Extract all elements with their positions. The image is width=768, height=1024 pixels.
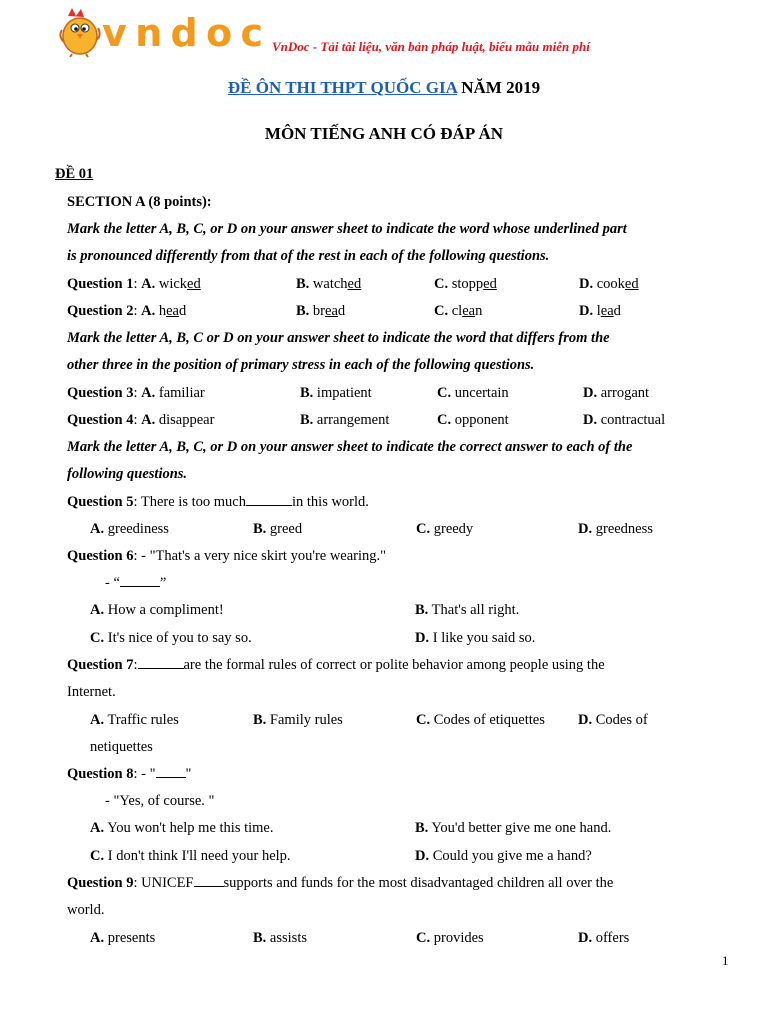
question-8-option-b[interactable]: B. You'd better give me one hand.: [415, 820, 612, 836]
question-9-stem: Question 9: UNICEF supports and funds for the most disadvantaged children all over the: [67, 875, 614, 891]
chick-mascot-icon: [60, 8, 99, 57]
question-6-reply: - “ ”: [105, 575, 167, 591]
question-5-option-d[interactable]: D. greedness: [578, 521, 653, 537]
question-4-option-d[interactable]: D. contractual: [583, 412, 666, 428]
site-tagline[interactable]: VnDoc - Tải tài liệu, văn bản pháp luật, biểu mẫu miễn phí: [272, 39, 590, 54]
question-7-stem-cont: Internet.: [67, 684, 116, 700]
question-7-option-d-cont: netiquettes: [90, 739, 153, 755]
question-9-option-a[interactable]: A. presents: [90, 930, 156, 946]
instruction-pronunciation-1: Mark the letter A, B, C, or D on your answer sheet to indicate the word whose underlined part: [67, 221, 627, 237]
question-5-option-a[interactable]: A. greediness: [90, 521, 169, 537]
exam-subtitle: MÔN TIẾNG ANH CÓ ĐÁP ÁN: [264, 124, 504, 143]
question-3-option-d[interactable]: D. arrogant: [583, 385, 650, 401]
section-heading: SECTION A (8 points):: [67, 194, 212, 210]
question-8-option-c[interactable]: C. I don't think I'll need your help.: [90, 848, 291, 864]
question-7-option-b[interactable]: B. Family rules: [253, 712, 343, 728]
question-8-reply: - "Yes, of course. ": [105, 793, 215, 809]
question-4-option-b[interactable]: B. arrangement: [300, 412, 390, 428]
question-8-option-a[interactable]: A. You won't help me this time.: [90, 820, 274, 836]
question-9-option-b[interactable]: B. assists: [253, 930, 307, 946]
question-9-option-d[interactable]: D. offers: [578, 930, 630, 946]
answer-blank[interactable]: [194, 874, 224, 887]
question-8-option-d[interactable]: D. Could you give me a hand?: [415, 848, 592, 864]
question-6-option-d[interactable]: D. I like you said so.: [415, 630, 536, 646]
question-3-option-c[interactable]: C. uncertain: [437, 385, 509, 401]
question-6-option-b[interactable]: B. That's all right.: [415, 602, 520, 618]
question-2-option-c[interactable]: C. clean: [434, 303, 483, 319]
answer-blank[interactable]: [120, 574, 160, 587]
question-2-option-d[interactable]: D. lead: [579, 303, 621, 319]
question-5-stem: Question 5: There is too much in this world.: [67, 494, 369, 510]
answer-blank[interactable]: [246, 493, 292, 506]
question-2-option-b[interactable]: B. bread: [296, 303, 346, 319]
question-1-option-b[interactable]: B. watched: [296, 276, 362, 292]
de-label: ĐỀ 01: [55, 166, 94, 182]
instruction-correct-2: following questions.: [67, 466, 188, 482]
question-5-option-b[interactable]: B. greed: [253, 521, 303, 537]
question-3-option-b[interactable]: B. impatient: [300, 385, 372, 401]
instruction-correct-1: Mark the letter A, B, C, or D on your answer sheet to indicate the correct answer to each of the: [67, 439, 633, 455]
page-number: 1: [722, 953, 729, 968]
logo-wordmark: vndoc: [102, 11, 262, 55]
question-1-label: Question 1: A. wicked: [67, 276, 201, 292]
exam-title-link[interactable]: ĐỀ ÔN THI THPT QUỐC GIA: [227, 78, 457, 97]
question-6-option-a[interactable]: A. How a compliment!: [90, 602, 224, 618]
exam-title-year: NĂM 2019: [456, 78, 541, 97]
question-5-option-c[interactable]: C. greedy: [416, 521, 474, 537]
question-2-label: Question 2: A. head: [67, 303, 187, 319]
question-1-option-d[interactable]: D. cooked: [579, 276, 639, 292]
question-4-option-c[interactable]: C. opponent: [437, 412, 509, 428]
answer-blank[interactable]: [138, 656, 184, 669]
question-9-option-c[interactable]: C. provides: [416, 930, 484, 946]
question-4-label: Question 4: A. disappear: [67, 412, 215, 428]
question-6-stem: Question 6: - "That's a very nice skirt you're wearing.": [67, 548, 387, 564]
instruction-stress-2: other three in the position of primary stress in each of the following questions.: [67, 357, 535, 373]
vndoc-logo[interactable]: [56, 6, 268, 58]
instruction-stress-1: Mark the letter A, B, C or D on your answer sheet to indicate the word that differs from the: [67, 330, 610, 346]
question-3-label: Question 3: A. familiar: [67, 385, 205, 401]
question-7-stem: Question 7: are the formal rules of correct or polite behavior among people using the: [67, 657, 605, 673]
question-7-option-d[interactable]: D. Codes of: [578, 712, 648, 728]
exam-title: [0, 78, 768, 98]
question-1-option-c[interactable]: C. stopped: [434, 276, 497, 292]
answer-blank[interactable]: [156, 765, 186, 778]
question-8-stem: Question 8: - " ": [67, 766, 192, 782]
question-7-option-c[interactable]: C. Codes of etiquettes: [416, 712, 545, 728]
question-7-option-a[interactable]: A. Traffic rules: [90, 712, 179, 728]
question-6-option-c[interactable]: C. It's nice of you to say so.: [90, 630, 252, 646]
instruction-pronunciation-2: is pronounced differently from that of the rest in each of the following questions.: [67, 248, 550, 264]
question-9-stem-cont: world.: [67, 902, 105, 918]
